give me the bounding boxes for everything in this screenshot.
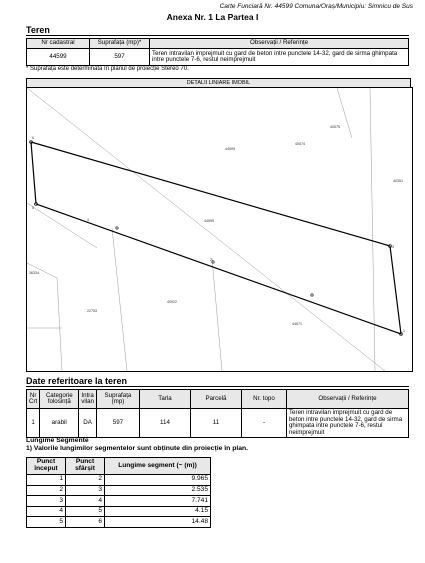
cell-nr-cadastral: 44599	[27, 49, 90, 66]
cell-categorie: arabil	[40, 409, 79, 438]
col-lungime: Lungime segment (~ (m))	[105, 458, 211, 475]
cadastral-plan	[26, 87, 413, 372]
col-nr-crt: Nr Crt	[27, 390, 40, 409]
cell-start: 5	[27, 517, 66, 528]
cell-length: 9.965	[105, 475, 211, 486]
col-categorie: Categorie folosință	[40, 390, 79, 409]
plan-drawing	[27, 88, 412, 371]
col-intravilan: Intra vilan	[79, 390, 97, 409]
plan-label: 40575	[330, 125, 340, 129]
cell-tarla: 114	[139, 409, 190, 438]
col-tarla: Tarla	[139, 390, 190, 409]
cell-end: 2	[66, 475, 105, 486]
teren-title: Teren	[26, 25, 50, 35]
plan-label: 40922	[167, 300, 177, 304]
plan-label: 6	[32, 136, 34, 140]
plan-label: 44599	[225, 147, 235, 151]
table-row	[27, 475, 211, 486]
cell-length: 2.535	[105, 485, 211, 496]
plan-label: 3	[392, 245, 394, 249]
plan-label: 5	[32, 206, 34, 210]
cell-length: 7.741	[105, 496, 211, 507]
col-suprafata: Suprafața (mp)*	[90, 39, 150, 49]
teren-table	[26, 38, 409, 66]
plan-label: 40351	[393, 179, 403, 183]
cell-observatii: Teren intravilan imprejmuit cu gard de beton intre punctele 14-32, gard de sirma ghimpata intre punctele 7-6, restul neimprejmuit	[286, 409, 408, 438]
table-row	[27, 49, 409, 66]
cell-start: 3	[27, 496, 66, 507]
cell-observatii: Teren intravilan imprejmuit cu gard de beton intre punctele 14-32, gard de sirma ghimpata intre punctele 7-6, restul neimprejmuit	[150, 49, 409, 66]
date-teren-title: Date referitoare la teren	[26, 376, 128, 386]
cell-end: 3	[66, 485, 105, 496]
cell-parcela: 11	[190, 409, 241, 438]
date-divider	[26, 386, 409, 387]
plan-label: 4	[87, 218, 89, 222]
cell-end: 4	[66, 496, 105, 507]
plan-label: 44599	[204, 219, 214, 223]
col-observatii: Observații / Referințe	[150, 39, 409, 49]
table-row	[27, 517, 211, 528]
table-row	[27, 496, 211, 507]
cell-start: 1	[27, 475, 66, 486]
table-row	[27, 506, 211, 517]
cell-length: 14.48	[105, 517, 211, 528]
col-punct-inceput: Punct început	[27, 458, 66, 475]
segments-title: Lungime Segmente	[26, 437, 89, 444]
plan-label: 36334	[29, 271, 39, 275]
teren-divider	[26, 35, 409, 36]
cell-end: 5	[66, 506, 105, 517]
plan-label: 22753	[87, 309, 97, 313]
land-data-table	[26, 389, 409, 438]
cell-end: 6	[66, 517, 105, 528]
projection-note: * Suprafața este determinată în planul de proiecție Stereo 70.	[26, 66, 189, 72]
cell-nr-crt: 1	[27, 409, 40, 438]
cell-nr-topo: -	[241, 409, 286, 438]
table-row	[27, 485, 211, 496]
segments-table	[26, 457, 211, 528]
cell-intravilan: DA	[79, 409, 97, 438]
table-row	[27, 409, 409, 438]
plan-title: DETALII LINIARE IMOBIL	[26, 78, 411, 88]
col-observatii: Observații / Referințe	[286, 390, 408, 409]
plan-label: 2	[210, 258, 212, 262]
cell-suprafata: 597	[90, 49, 150, 66]
col-punct-sfarsit: Punct sfârșit	[66, 458, 105, 475]
col-parcela: Parcelă	[190, 390, 241, 409]
cell-suprafata: 597	[96, 409, 139, 438]
segments-note: 1) Valorile lungimilor segmentelor sunt obținute din proiecție în plan.	[26, 445, 249, 452]
plan-label: 1	[403, 329, 405, 333]
plan-label: 40574	[295, 142, 305, 146]
col-suprafata: Suprafața (mp)	[96, 390, 139, 409]
plan-label: 44671	[292, 322, 302, 326]
annex-title: Anexa Nr. 1 La Partea I	[166, 12, 259, 22]
cell-length: 4.15	[105, 506, 211, 517]
col-nr-topo: Nr. topo	[241, 390, 286, 409]
document-header: Carte Funciară Nr. 44599 Comuna/Oraș/Municipiu: Simnicu de Sus	[219, 3, 413, 10]
cell-start: 2	[27, 485, 66, 496]
cell-start: 4	[27, 506, 66, 517]
col-nr-cadastral: Nr cadastral	[27, 39, 90, 49]
